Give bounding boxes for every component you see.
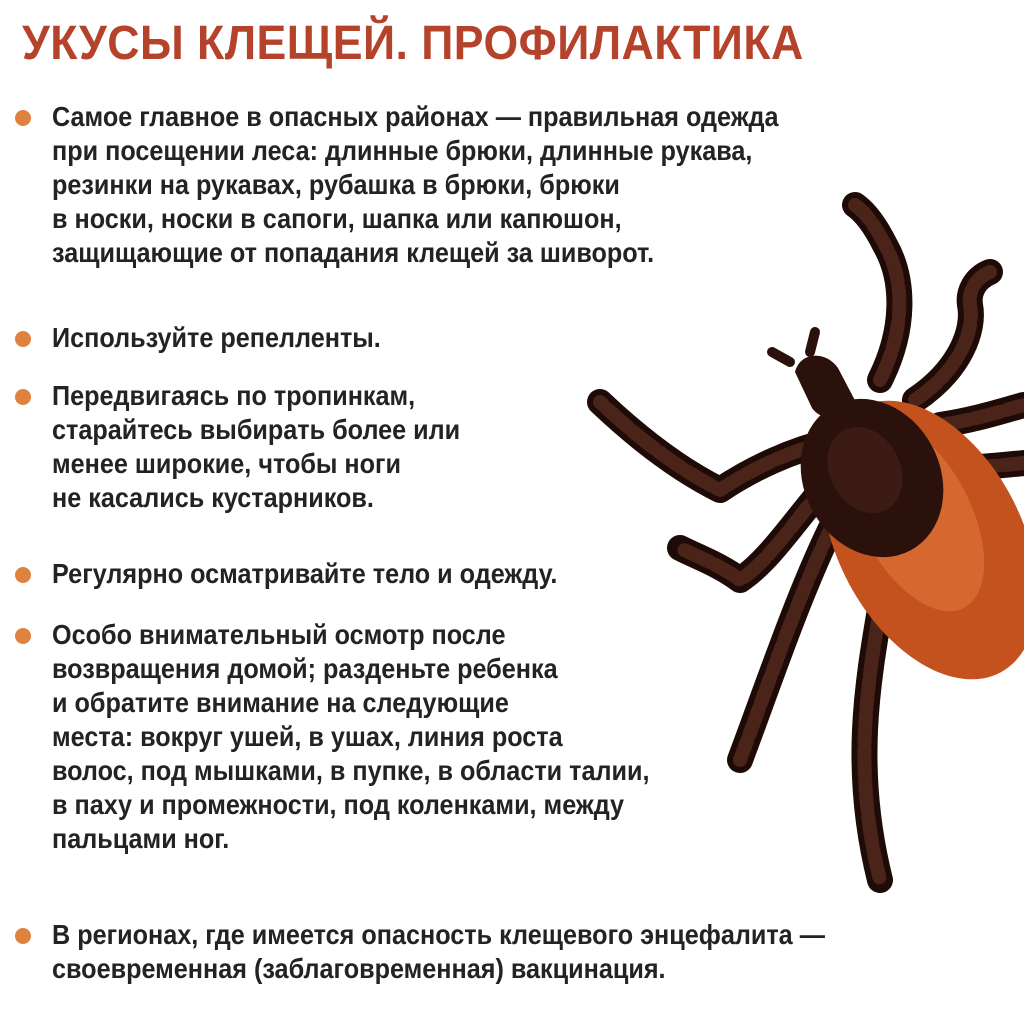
item-text-line: Самое главное в опасных районах — правильная одежда [52,101,779,132]
list-item-home-check [52,618,716,856]
bullet-icon [15,928,31,944]
bullet-icon [15,331,31,347]
list-item-clothing [52,100,859,270]
item-text-line: резинки на рукавах, рубашка в брюки, брюки [52,169,620,200]
list-item-repellents [52,321,417,355]
item-text-line: возвращения домой; разденьте ребенка [52,653,558,684]
item-text-line: пальцами ног. [52,823,230,854]
item-text-line: в носки, носки в сапоги, шапка или капюшон, [52,203,622,234]
bullet-icon [15,389,31,405]
item-text-line: менее широкие, чтобы ноги [52,448,402,479]
item-text-line: Передвигаясь по тропинкам, [52,380,416,411]
item-text-line: В регионах, где имеется опасность клещевого энцефалита — [52,919,825,950]
item-text-line: Регулярно осматривайте тело и одежду. [52,558,558,589]
list-item-vaccination [52,918,911,986]
item-text-line: места: вокруг ушей, в ушах, линия роста [52,721,563,752]
item-text-line: Используйте репелленты. [52,322,381,353]
item-text-line: не касались кустарников. [52,482,374,513]
bullet-icon [15,110,31,126]
item-text-line: в паху и промежности, под коленками, между [52,789,625,820]
item-text-line: волос, под мышками, в пупке, в области талии, [52,755,650,786]
item-text-line: старайтесь выбирать более или [52,414,461,445]
item-text-line: защищающие от попадания клещей за шиворот. [52,237,655,268]
bullet-icon [15,628,31,644]
item-text-line: Особо внимательный осмотр после [52,619,506,650]
list-item-inspect [52,557,614,591]
bullet-icon [15,567,31,583]
item-text-line: и обратите внимание на следующие [52,687,509,718]
item-text-line: при посещении леса: длинные брюки, длинные рукава, [52,135,753,166]
list-item-paths [52,379,506,515]
page-title: УКУСЫ КЛЕЩЕЙ. ПРОФИЛАКТИКА [22,17,804,70]
item-text-line: своевременная (заблаговременная) вакцинация. [52,953,666,984]
